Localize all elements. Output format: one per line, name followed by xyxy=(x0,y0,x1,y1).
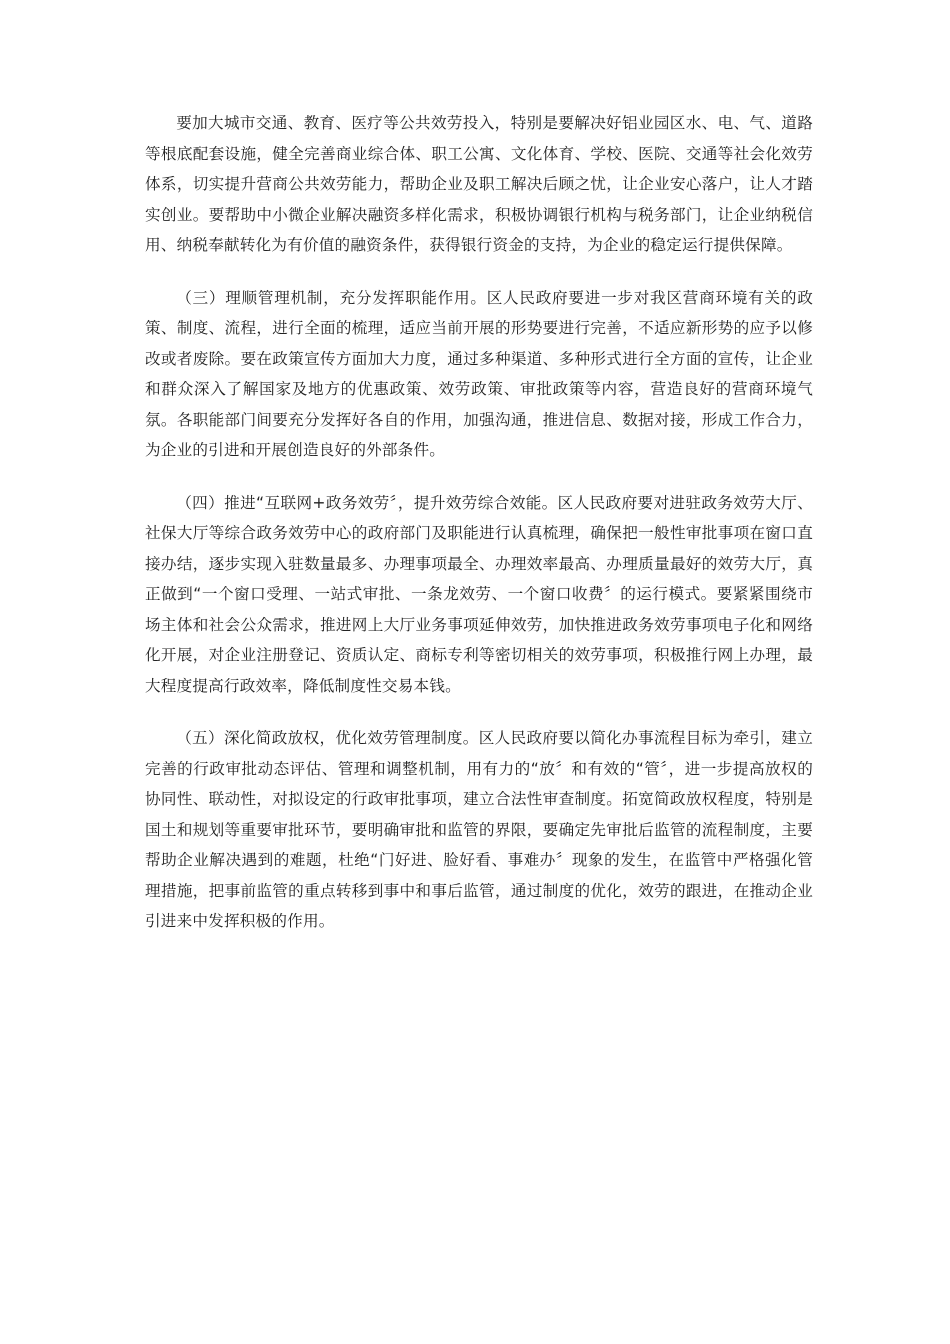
document-page xyxy=(145,108,813,959)
paragraph-internet-plus-services: （四）推进“互联网+政务效劳〞，提升效劳综合效能。区人民政府要对进驻政务效劳大厅、社保大厅等综合政务效劳中心的政府部门及职能进行认真梳理，确保把一般性审批事项在窗口直接办结，逐步实现入驻数量最多、办理事项最全、办理效率最高、办理质量最好的效劳大厅，真正做到“一个窗口受理、一站式审批、一条龙效劳、一个窗口收费〞的运行模式。要紧紧围绕市场主体和社会公众需求，推进网上大厅业务事项延伸效劳，加快推进政务效劳事项电子化和网络化开展，对企业注册登记、资质认定、商标专利等密切相关的效劳事项，积极推行网上办理，最大程度提高行政效率，降低制度性交易本钱。 xyxy=(145,493,813,695)
paragraph-public-services: 要加大城市交通、教育、医疗等公共效劳投入，特别是要解决好铝业园区水、电、气、道路等根底配套设施，健全完善商业综合体、职工公寓、文化体育、学校、医院、交通等社会化效劳体系，切实提升营商公共效劳能力，帮助企业及职工解决后顾之忧，让企业安心落户，让人才踏实创业。要帮助中小微企业解决融资多样化需求，积极协调银行机构与税务部门，让企业纳税信用、纳税奉献转化为有价值的融资条件，获得银行资金的支持，为企业的稳定运行提供保障。 xyxy=(145,114,813,254)
paragraph-streamline-administration: （五）深化简政放权，优化效劳管理制度。区人民政府要以简化办事流程目标为牵引，建立完善的行政审批动态评估、管理和调整机制，用有力的“放〞和有效的“管〞，进一步提高放权的协同性、联动性，对拟设定的行政审批事项，建立合法性审查制度。拓宽简政放权程度，特别是国土和规划等重要审批环节，要明确审批和监管的界限，要确定先审批后监管的流程制度，主要帮助企业解决遇到的难题，杜绝“门好进、脸好看、事难办〞现象的发生，在监管中严格强化管理措施，把事前监管的重点转移到事中和事后监管，通过制度的优化，效劳的跟进，在推动企业引进来中发挥积极的作用。 xyxy=(145,729,813,930)
paragraph-management-mechanism: （三）理顺管理机制，充分发挥职能作用。区人民政府要进一步对我区营商环境有关的政策、制度、流程，进行全面的梳理，适应当前开展的形势要进行完善，不适应新形势的应予以修改或者废除。要在政策宣传方面加大力度，通过多种渠道、多种形式进行全方面的宣传，让企业和群众深入了解国家及地方的优惠政策、效劳政策、审批政策等内容，营造良好的营商环境气氛。各职能部门间要充分发挥好各自的作用，加强沟通，推进信息、数据对接，形成工作合力，为企业的引进和开展创造良好的外部条件。 xyxy=(145,288,813,459)
